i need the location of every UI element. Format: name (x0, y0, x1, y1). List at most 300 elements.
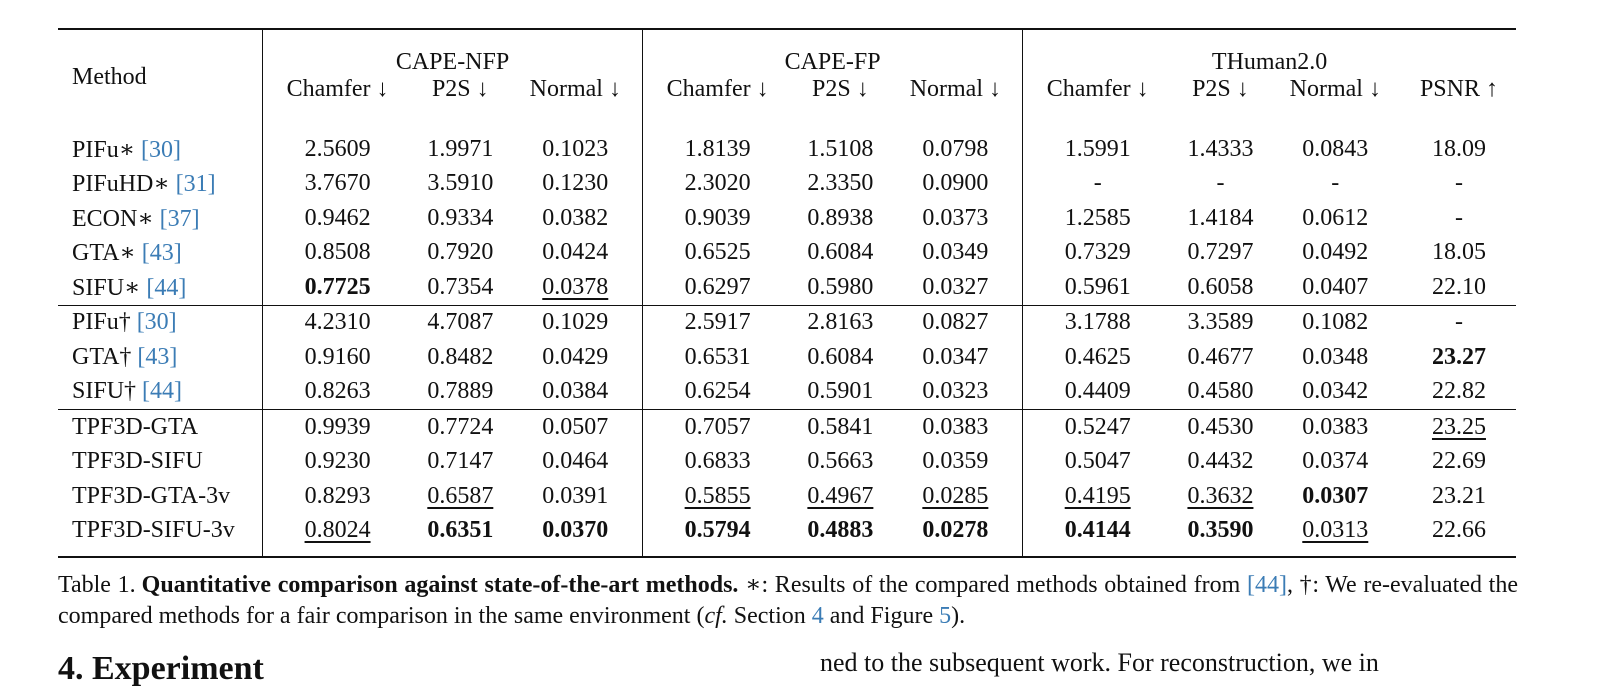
cell-value: 0.0313 (1302, 517, 1369, 544)
table-cell (1402, 236, 1516, 271)
cell-value: 4.7087 (427, 309, 494, 336)
cell-value: 2.3350 (807, 170, 874, 197)
table-cell (1172, 514, 1268, 558)
cell-value: - (1454, 204, 1463, 231)
table-cell (263, 375, 413, 410)
table-cell (1402, 514, 1516, 558)
cell-value: 0.0407 (1302, 273, 1369, 300)
table-cell (889, 514, 1023, 558)
table-cell (1402, 305, 1516, 340)
method-name: TPF3D-SIFU-3v (72, 517, 235, 544)
table-row (58, 514, 1516, 558)
column-header: PSNR ↑ (1419, 76, 1498, 102)
table-cell (1023, 514, 1173, 558)
table-cell (1269, 375, 1402, 410)
table-cell (412, 305, 508, 340)
cell-value: 0.7889 (427, 378, 494, 405)
table-cell (263, 236, 413, 271)
table-cell (263, 201, 413, 236)
table-cell (412, 201, 508, 236)
cell-value: 0.0827 (922, 309, 989, 336)
table-cell (889, 270, 1023, 305)
cell-value: 0.0348 (1302, 343, 1369, 370)
cell-value: - (1454, 170, 1463, 197)
table-cell (1172, 236, 1268, 271)
table-cell (889, 118, 1023, 167)
table-row (58, 118, 1516, 167)
caption-cf: cf. (704, 603, 728, 629)
cell-value: 0.9160 (304, 343, 371, 370)
cell-value: 2.8163 (807, 309, 874, 336)
table-cell (263, 270, 413, 305)
cell-value: - (1331, 170, 1340, 197)
table-cell (509, 445, 643, 480)
method-cell (58, 236, 263, 271)
cell-value: 0.0429 (542, 343, 609, 370)
cell-value: 1.5108 (807, 135, 874, 162)
table-cell (792, 340, 888, 375)
group-header-cape-nfp: CAPE-NFP (263, 29, 643, 76)
table-cell (263, 118, 413, 167)
table-row (58, 236, 1516, 271)
cell-value: 3.3589 (1187, 309, 1254, 336)
table-cell (1402, 118, 1516, 167)
table-cell (889, 236, 1023, 271)
method-name: TPF3D-SIFU (72, 448, 203, 475)
table-cell (643, 445, 793, 480)
table-row (58, 167, 1516, 202)
table-cell (1023, 270, 1173, 305)
table-cell (1172, 375, 1268, 410)
cell-value: 18.09 (1431, 135, 1486, 162)
cell-value: 0.0383 (1302, 413, 1369, 440)
citation-link[interactable]: [31] (175, 171, 216, 198)
section-heading: 4. Experiment (58, 650, 264, 687)
cell-value: 0.7297 (1187, 239, 1254, 266)
caption-text: ∗: Results of the compared methods obtained from (745, 572, 1247, 598)
cell-value: 1.8139 (684, 135, 751, 162)
cell-value: - (1216, 170, 1225, 197)
cell-value: 0.5663 (807, 448, 874, 475)
table-row (58, 201, 1516, 236)
cell-value: 23.27 (1431, 343, 1486, 370)
column-header: P2S ↓ (1192, 76, 1249, 102)
cell-value: 0.7354 (427, 273, 494, 300)
table-cell (643, 305, 793, 340)
cell-value: 0.8482 (427, 343, 494, 370)
method-name: PIFu† (72, 309, 137, 336)
table-cell (1172, 445, 1268, 480)
cell-value: 0.0374 (1302, 448, 1369, 475)
table-cell (412, 270, 508, 305)
table-caption (58, 570, 1518, 632)
table-cell (1172, 340, 1268, 375)
table-cell (1402, 167, 1516, 202)
method-cell (58, 167, 263, 202)
table-cell (1269, 118, 1402, 167)
cell-value: 0.5247 (1064, 413, 1131, 440)
figure-link[interactable]: 5 (939, 603, 952, 629)
column-header: Normal ↓ (529, 76, 621, 102)
table-cell (1023, 375, 1173, 410)
caption-title: Quantitative comparison against state-of-the-art methods. (141, 572, 739, 598)
table-cell (643, 514, 793, 558)
cell-value: 0.0492 (1302, 239, 1369, 266)
cell-value: 18.05 (1431, 239, 1486, 266)
method-cell (58, 514, 263, 558)
method-name: TPF3D-GTA (72, 413, 199, 440)
table-cell (792, 305, 888, 340)
cell-value: 2.5609 (304, 135, 371, 162)
table-row (58, 445, 1516, 480)
table-cell (1402, 445, 1516, 480)
cell-value: 22.66 (1431, 517, 1486, 544)
table-cell (412, 479, 508, 514)
cell-value: 3.7670 (304, 170, 371, 197)
method-cell (58, 305, 263, 340)
table-cell (1402, 410, 1516, 445)
group-header-thuman: THuman2.0 (1023, 29, 1516, 76)
table-cell (1023, 118, 1173, 167)
table-cell (263, 167, 413, 202)
caption-text: ). (951, 603, 966, 629)
table-cell (1269, 270, 1402, 305)
cell-value: 0.6531 (684, 343, 751, 370)
table-cell (643, 118, 793, 167)
method-cell (58, 375, 263, 410)
cell-value: 0.1082 (1302, 309, 1369, 336)
cell-value: 0.4883 (807, 517, 874, 544)
cell-value: 23.25 (1431, 413, 1486, 440)
table-cell (509, 410, 643, 445)
table-cell (1402, 201, 1516, 236)
citation-link[interactable]: [37] (159, 205, 200, 232)
cell-value: 0.0373 (922, 204, 989, 231)
cell-value: 22.69 (1431, 448, 1486, 475)
cell-value: 0.4432 (1187, 448, 1254, 475)
table-cell (1023, 305, 1173, 340)
table-cell (889, 167, 1023, 202)
table-cell (412, 340, 508, 375)
cell-value: 1.4333 (1187, 135, 1254, 162)
cell-value: 0.5901 (807, 378, 874, 405)
table-cell (1023, 201, 1173, 236)
table-cell (1402, 375, 1516, 410)
table-cell (643, 167, 793, 202)
method-cell (58, 445, 263, 480)
cell-value: 0.6297 (684, 273, 751, 300)
table-cell (1023, 410, 1173, 445)
cell-value: 0.0464 (542, 448, 609, 475)
table-body (58, 118, 1516, 557)
cell-value: 0.0612 (1302, 204, 1369, 231)
body-text-fragment: ned to the subsequent work. For reconstruction, we in (820, 648, 1379, 677)
table-row (58, 270, 1516, 305)
citation-link[interactable]: [44] (142, 378, 183, 405)
method-name: SIFU† (72, 378, 143, 405)
table-cell (1269, 167, 1402, 202)
table-cell (1269, 479, 1402, 514)
cell-value: 0.8263 (304, 378, 371, 405)
table-cell (1269, 514, 1402, 558)
table-cell (1023, 236, 1173, 271)
method-cell (58, 201, 263, 236)
cell-value: - (1454, 309, 1463, 336)
table-cell (1172, 167, 1268, 202)
method-cell (58, 270, 263, 305)
table-cell (412, 118, 508, 167)
cell-value: 0.4144 (1064, 517, 1131, 544)
table-cell (1402, 479, 1516, 514)
caption-text: , †: We re-evaluated the compared methods for a fair comparison in the same environment ( (58, 572, 1518, 629)
cell-value: 0.4580 (1187, 378, 1254, 405)
table-cell (263, 479, 413, 514)
cell-value: 0.7920 (427, 239, 494, 266)
cell-value: 0.6254 (684, 378, 751, 405)
table-cell (643, 236, 793, 271)
method-name: ECON∗ (72, 205, 160, 232)
caption-text: and Figure (823, 603, 940, 629)
table-cell (509, 305, 643, 340)
table-cell (1172, 410, 1268, 445)
cell-value: 0.0507 (542, 413, 609, 440)
table-cell (263, 305, 413, 340)
cell-value: 0.0424 (542, 239, 609, 266)
cell-value: 0.4677 (1187, 343, 1254, 370)
caption-label: Table 1. (58, 572, 136, 598)
citation-link[interactable]: [30] (136, 309, 177, 336)
table-cell (1402, 270, 1516, 305)
method-name: GTA† (72, 343, 138, 370)
cell-value: 0.1023 (542, 135, 609, 162)
table-cell (643, 201, 793, 236)
table-cell (889, 305, 1023, 340)
table-cell (1269, 445, 1402, 480)
citation-link[interactable]: [44] (1246, 572, 1287, 598)
cell-value: 1.9971 (427, 135, 494, 162)
cell-value: 0.6587 (427, 482, 494, 509)
table-row (58, 410, 1516, 445)
table-cell (263, 514, 413, 558)
cell-value: 0.0383 (922, 413, 989, 440)
cell-value: 0.4409 (1064, 378, 1131, 405)
cell-value: 0.3632 (1187, 482, 1254, 509)
table-cell (1269, 410, 1402, 445)
table-cell (792, 375, 888, 410)
table-cell (263, 445, 413, 480)
cell-value: 0.0900 (922, 170, 989, 197)
method-cell (58, 118, 263, 167)
cell-value: 0.0342 (1302, 378, 1369, 405)
table-cell (792, 270, 888, 305)
table-cell (1172, 305, 1268, 340)
table-cell (263, 410, 413, 445)
table-cell (889, 479, 1023, 514)
cell-value: 0.6084 (807, 343, 874, 370)
citation-link[interactable]: [43] (141, 240, 182, 267)
cell-value: 0.5841 (807, 413, 874, 440)
table-cell (509, 236, 643, 271)
column-header: P2S ↓ (431, 76, 489, 102)
table-cell (889, 410, 1023, 445)
cell-value: - (1093, 170, 1102, 197)
results-table (58, 28, 1516, 558)
cell-value: 0.5855 (684, 482, 751, 509)
cell-value: 0.0347 (922, 343, 989, 370)
cell-value: 0.6525 (684, 239, 751, 266)
method-header: Method (58, 29, 263, 118)
column-header: Normal ↓ (909, 76, 1001, 102)
cell-value: 0.0285 (922, 482, 989, 509)
table-cell (509, 167, 643, 202)
cell-value: 0.0349 (922, 239, 989, 266)
cell-value: 0.0382 (542, 204, 609, 231)
table-cell (509, 375, 643, 410)
table-cell (792, 479, 888, 514)
table-cell (1023, 445, 1173, 480)
cell-value: 0.5980 (807, 273, 874, 300)
cell-value: 0.8024 (304, 517, 371, 544)
table-cell (412, 375, 508, 410)
cell-value: 0.4625 (1064, 343, 1131, 370)
method-name: GTA∗ (72, 240, 142, 267)
table-cell (1269, 201, 1402, 236)
table-cell (792, 201, 888, 236)
table-cell (412, 445, 508, 480)
cell-value: 1.4184 (1187, 204, 1254, 231)
table-cell (509, 201, 643, 236)
cell-value: 0.0843 (1302, 135, 1369, 162)
table-cell (643, 375, 793, 410)
method-cell (58, 410, 263, 445)
method-name: TPF3D-GTA-3v (72, 482, 231, 509)
table-cell (792, 236, 888, 271)
cell-value: 2.3020 (684, 170, 751, 197)
table-cell (889, 340, 1023, 375)
cell-value: 0.5961 (1064, 273, 1131, 300)
table-cell (1402, 340, 1516, 375)
cell-value: 0.0307 (1302, 482, 1369, 509)
cell-value: 0.3590 (1187, 517, 1254, 544)
cell-value: 0.0378 (542, 273, 609, 300)
cell-value: 0.6351 (427, 517, 494, 544)
table-cell (643, 479, 793, 514)
cell-value: 0.0798 (922, 135, 989, 162)
table-cell (643, 410, 793, 445)
table-cell (263, 340, 413, 375)
table-cell (1023, 167, 1173, 202)
table-cell (509, 340, 643, 375)
cell-value: 0.7147 (427, 448, 494, 475)
cell-value: 1.2585 (1064, 204, 1131, 231)
cell-value: 0.0384 (542, 378, 609, 405)
table-cell (412, 514, 508, 558)
cell-value: 0.8508 (304, 239, 371, 266)
cell-value: 4.2310 (304, 309, 371, 336)
method-name: SIFU∗ (72, 274, 147, 301)
column-header: Chamfer ↓ (263, 76, 413, 118)
method-cell (58, 340, 263, 375)
cell-value: 0.4195 (1064, 482, 1131, 509)
table-cell (1172, 201, 1268, 236)
column-header: Normal ↓ (1289, 76, 1381, 102)
cell-value: 1.5991 (1064, 135, 1131, 162)
table-cell (509, 270, 643, 305)
group-header-cape-fp: CAPE-FP (643, 29, 1023, 76)
cell-value: 2.5917 (684, 309, 751, 336)
cell-value: 0.8938 (807, 204, 874, 231)
table-cell (792, 167, 888, 202)
caption-text: Section (727, 603, 812, 629)
table-cell (889, 375, 1023, 410)
cell-value: 3.1788 (1064, 309, 1131, 336)
cell-value: 0.5047 (1064, 448, 1131, 475)
cell-value: 0.0323 (922, 378, 989, 405)
cell-value: 0.6833 (684, 448, 751, 475)
table-cell (792, 410, 888, 445)
cell-value: 0.0327 (922, 273, 989, 300)
table-row (58, 479, 1516, 514)
cell-value: 0.0391 (542, 482, 609, 509)
cell-value: 0.7724 (427, 413, 494, 440)
cell-value: 0.0370 (542, 517, 609, 544)
cell-value: 0.9334 (427, 204, 494, 231)
cell-value: 0.9462 (304, 204, 371, 231)
table-row (58, 375, 1516, 410)
results-table-container (58, 28, 1516, 558)
cell-value: 0.7329 (1064, 239, 1131, 266)
cell-value: 0.0359 (922, 448, 989, 475)
cell-value: 0.4530 (1187, 413, 1254, 440)
table-cell (412, 167, 508, 202)
section-link[interactable]: 4 (811, 603, 824, 629)
citation-link[interactable]: [30] (141, 136, 181, 163)
table-cell (509, 514, 643, 558)
method-name: PIFuHD∗ (72, 171, 176, 198)
cell-value: 23.21 (1431, 482, 1486, 509)
table-cell (509, 479, 643, 514)
cell-value: 0.9039 (684, 204, 751, 231)
table-cell (643, 340, 793, 375)
table-cell (1269, 305, 1402, 340)
cell-value: 0.1029 (542, 309, 609, 336)
table-cell (509, 118, 643, 167)
cell-value: 0.7057 (684, 413, 751, 440)
cell-value: 0.9230 (304, 448, 371, 475)
table-cell (643, 270, 793, 305)
table-cell (1172, 118, 1268, 167)
cell-value: 0.8293 (304, 482, 371, 509)
column-header: P2S ↓ (812, 76, 869, 102)
citation-link[interactable]: [43] (137, 343, 178, 370)
cell-value: 0.0278 (922, 517, 989, 544)
cell-value: 0.7725 (304, 273, 371, 300)
cell-value: 0.1230 (542, 170, 609, 197)
table-row (58, 340, 1516, 375)
table-cell (1172, 479, 1268, 514)
table-cell (412, 236, 508, 271)
table-cell (792, 118, 888, 167)
citation-link[interactable]: [44] (146, 274, 187, 301)
table-cell (792, 445, 888, 480)
method-name: PIFu∗ (72, 136, 141, 163)
table-cell (889, 445, 1023, 480)
cell-value: 0.4967 (807, 482, 874, 509)
table-cell (412, 410, 508, 445)
cell-value: 3.5910 (427, 170, 494, 197)
table-row (58, 305, 1516, 340)
table-cell (1023, 479, 1173, 514)
